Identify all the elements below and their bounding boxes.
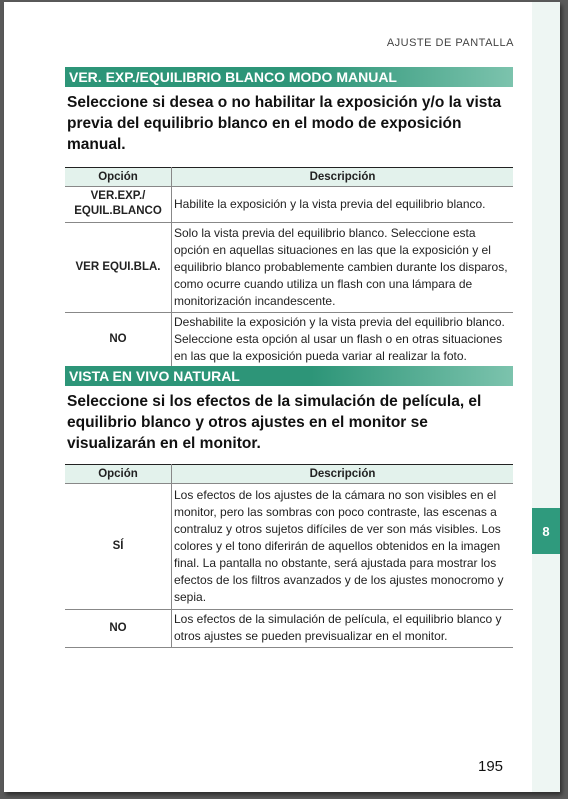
option-description: Habilite la exposición y la vista previa del equilibrio blanco.	[172, 187, 514, 223]
section-title: VER. EXP./EQUILIBRIO BLANCO MODO MANUAL	[65, 67, 513, 87]
header-description: Descripción	[172, 465, 514, 484]
options-table	[65, 167, 513, 368]
chapter-strip	[532, 2, 560, 792]
header-description: Descripción	[172, 168, 514, 187]
option-name: VER EQUI.BLA.	[65, 223, 172, 313]
table-row	[65, 610, 513, 648]
options-table	[65, 464, 513, 648]
section-ver-exp	[65, 67, 513, 368]
section-title: VISTA EN VIVO NATURAL	[65, 366, 513, 386]
option-name-line: VER.EXP./	[90, 190, 146, 202]
section-lead: Seleccione si los efectos de la simulación de película, el equilibrio blanco y otros ajustes en el monitor se visualizarán en el monitor.	[67, 393, 482, 452]
section-vista-en-vivo	[65, 366, 513, 648]
option-name: NO	[65, 610, 172, 648]
header-option: Opción	[65, 465, 172, 484]
option-description: Solo la vista previa del equilibrio blanco. Seleccione esta opción en aquellas situaciones en las que la exposición y el equilibrio blanco probablemente cambien durante los disparos, como ocurre cuando utiliza un flash con una lámpara de monitorización incandescente.	[172, 223, 514, 313]
header-option: Opción	[65, 168, 172, 187]
table-row	[65, 187, 513, 223]
table-row	[65, 313, 513, 368]
option-name-line: EQUIL.BLANCO	[74, 205, 162, 217]
chapter-tab: 8	[532, 508, 560, 554]
table-row	[65, 484, 513, 610]
option-description: Los efectos de la simulación de película, el equilibrio blanco y otros ajustes se pueden previsualizar en el monitor.	[172, 610, 514, 648]
section-lead: Seleccione si desea o no habilitar la exposición y/o la vista previa del equilibrio blanco en el modo de exposición manual.	[67, 94, 502, 153]
running-head: AJUSTE DE PANTALLA	[386, 37, 514, 49]
manual-page	[4, 2, 560, 792]
option-description: Los efectos de los ajustes de la cámara no son visibles en el monitor, pero las sombras con poco contraste, las escenas a contraluz y otros sujetos difíciles de ver son más visibles. Los colores y el tono diferirán de aquellos obtenidos en la imagen final. La pantalla no obstante, será ajustada para mostrar los efectos de los filtros avanzados y de los ajustes monocromo y sepia.	[172, 484, 514, 610]
page-number: 195	[478, 758, 504, 775]
option-name	[65, 187, 172, 223]
option-description: Deshabilite la exposición y la vista previa del equilibrio blanco. Seleccione esta opción al usar un flash o en otras situaciones en las que la exposición pueda variar al realizar la foto.	[172, 313, 514, 368]
table-row	[65, 223, 513, 313]
option-name: SÍ	[65, 484, 172, 610]
option-name: NO	[65, 313, 172, 368]
